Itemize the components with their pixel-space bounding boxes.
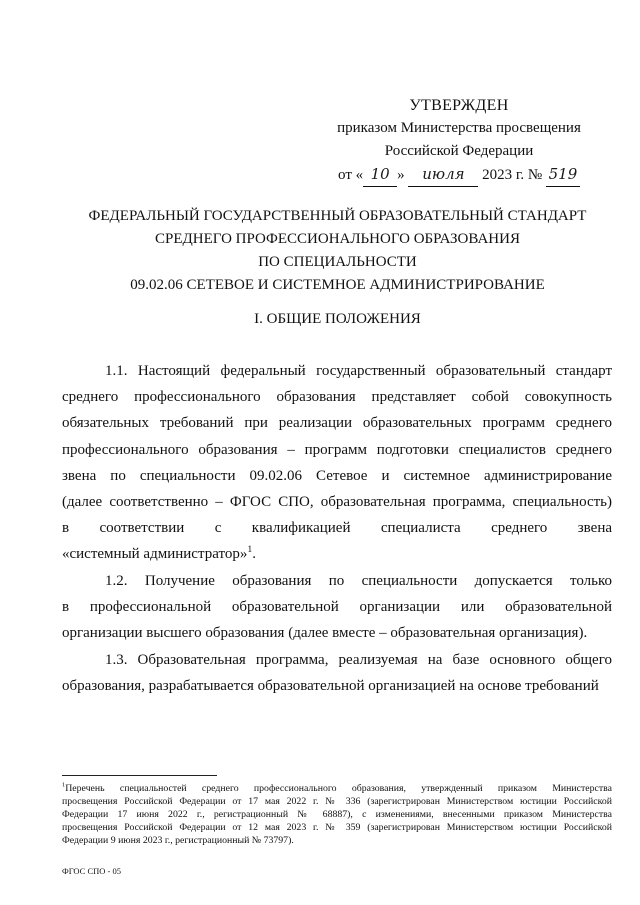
paragraph-line: (далее соответственно – ФГОС СПО, образовательная программа, специальность) (62, 493, 612, 510)
paragraph-line: в соответствии с квалификацией специалиста среднего звена (62, 520, 612, 537)
footnote-line: просвещения Российской Федерации от 12 мая 2023 г. № 359 (зарегистрирован Министерством юстиции Российской (62, 822, 612, 833)
standard-title-line-3: ПО СПЕЦИАЛЬНОСТИ (258, 254, 417, 270)
handwritten-day: 10 (363, 163, 397, 187)
footnote-text: Перечень специальностей среднего профессионального образования, утвержденный приказом Министерства (65, 783, 612, 794)
date-year-number: 2023 г. № (482, 167, 543, 183)
paragraph-line: 1.3. Образовательная программа, реализуемая на базе основного общего (105, 652, 612, 668)
paragraph-line: в профессиональной образовательной организации или образовательной (62, 599, 612, 616)
approval-block (318, 94, 600, 187)
paragraph-line: звена по специальности 09.02.06 Сетевое и системное администрирование (62, 467, 612, 484)
footnote-line: Федерации 17 июня 2022 г., регистрационный № 68887), с изменениями, внесенными приказом Министерства (62, 809, 612, 820)
paragraph-1-2 (62, 568, 612, 647)
standard-title-line-1: ФЕДЕРАЛЬНЫЙ ГОСУДАРСТВЕННЫЙ ОБРАЗОВАТЕЛЬНЫЙ СТАНДАРТ (88, 208, 587, 224)
paragraph-line: 1.2. Получение образования по специальности допускается только (105, 573, 612, 589)
paragraph-line-with-footnote: «системный администратор»$^1$. (62, 544, 256, 563)
paragraph-line: «системный администратор» (62, 546, 248, 563)
paragraph-line: образования, разрабатывается образовательной организацией на основе требований (62, 678, 599, 695)
approval-date-line (318, 163, 600, 187)
standard-title-line-2: СРЕДНЕГО ПРОФЕССИОНАЛЬНОГО ОБРАЗОВАНИЯ (155, 231, 520, 247)
section-title: I. ОБЩИЕ ПОЛОЖЕНИЯ (254, 311, 421, 327)
footnote-line: Федерации 9 июня 2023 г., регистрационный № 73797). (62, 835, 294, 846)
handwritten-number: 519 (546, 163, 580, 187)
standard-title (60, 205, 615, 297)
approval-line-federation: Российской Федерации (384, 143, 534, 159)
footnote (62, 782, 612, 847)
paragraph-1-1 (62, 358, 612, 568)
date-prefix: от « (338, 167, 364, 183)
paragraph-1-3 (62, 647, 612, 699)
footnote-separator (62, 775, 217, 776)
paragraph-line: организации высшего образования (далее вместе – образовательная организация). (62, 625, 588, 642)
footer-code: ФГОС СПО - 05 (62, 866, 121, 876)
paragraph-line: среднего профессионального образования представляет собой совокупность (62, 389, 612, 406)
approval-line-ministry: приказом Министерства просвещения (337, 120, 581, 136)
paragraph-line: 1.1. Настоящий федеральный государственный образовательный стандарт (105, 363, 612, 379)
standard-title-line-4: 09.02.06 СЕТЕВОЕ И СИСТЕМНОЕ АДМИНИСТРИРОВАНИЕ (130, 277, 545, 293)
paragraph-line: обязательных требований при реализации образовательных программ среднего (62, 415, 612, 432)
footnote-reference: 1 (247, 544, 253, 556)
footnote-line (62, 782, 612, 795)
approval-title: УТВЕРЖДЕН (409, 97, 509, 114)
handwritten-month: июля (408, 163, 478, 187)
paragraph-line: профессионального образования – программ подготовки специалистов среднего (62, 441, 612, 458)
footnote-marker: 1 (62, 782, 66, 789)
date-mid: » (397, 167, 405, 183)
footnote-line: просвещения Российской Федерации от 17 мая 2022 г. № 336 (зарегистрирован Министерством юстиции Российской (62, 796, 612, 807)
